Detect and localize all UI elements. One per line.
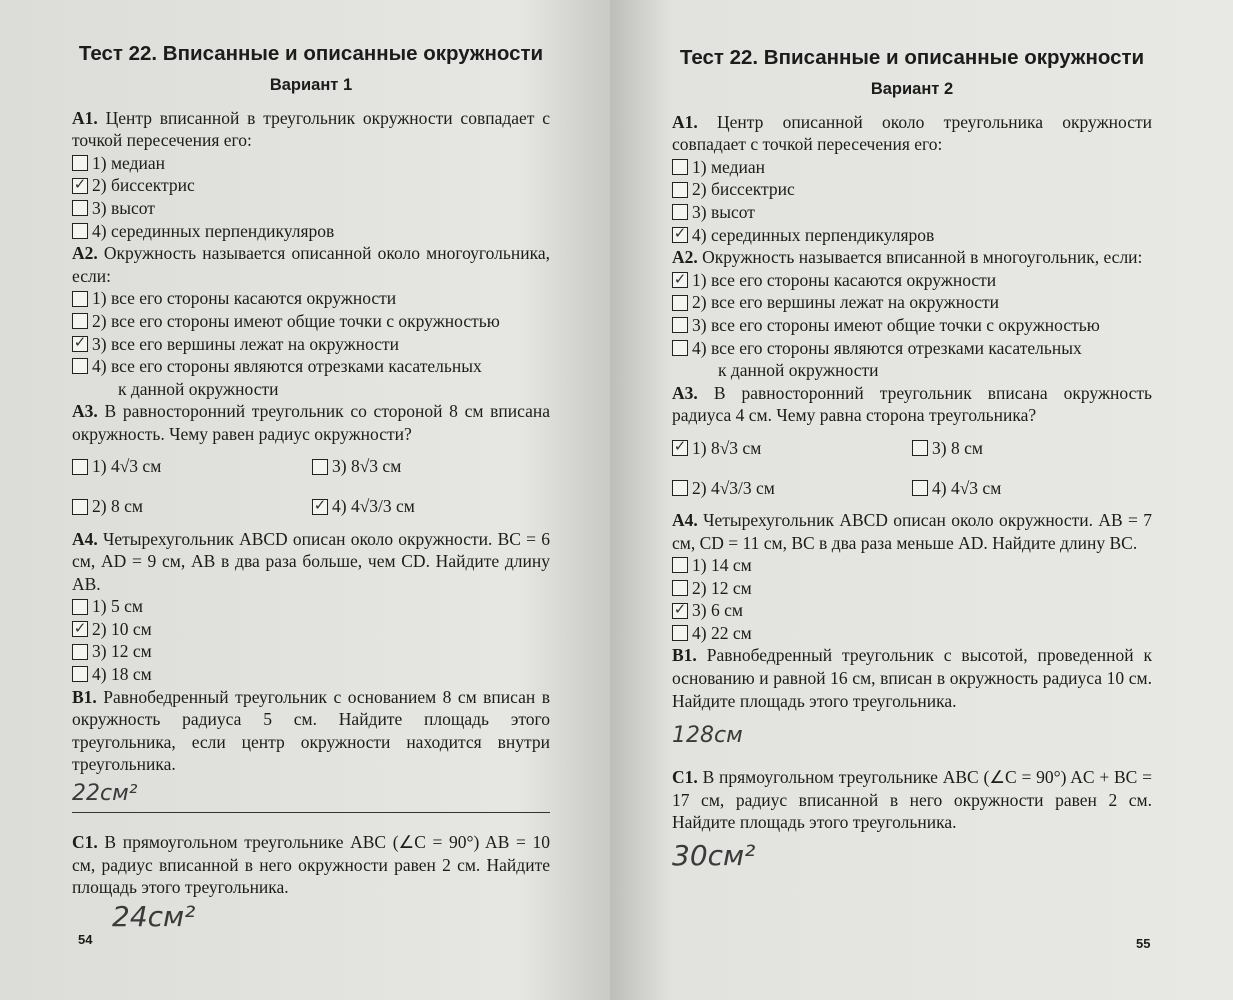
question-text: В прямоугольном треугольнике ABC (∠C = 90°) AC + BC = 17 см, радиус вписанной в него окружности равен 2 см. Найдите площадь этого треугольника. [672, 767, 1153, 833]
answer-option[interactable] [672, 224, 1152, 247]
checkbox[interactable] [672, 204, 688, 220]
answer-option[interactable] [672, 471, 912, 505]
answer-option[interactable] [672, 622, 1152, 645]
question-c1 [672, 766, 1152, 834]
question-a4 [672, 509, 1152, 645]
option-text: 3) высот [92, 197, 155, 218]
handwritten-answer: 24см² [112, 899, 196, 933]
checkbox[interactable] [672, 480, 688, 496]
answer-option[interactable] [72, 450, 312, 484]
answer-option[interactable] [672, 554, 1152, 577]
answer-option[interactable] [672, 599, 1152, 622]
question-text: Окружность называется вписанной в многоугольник, если: [702, 247, 1143, 268]
checkbox[interactable]: ✓ [313, 498, 327, 514]
question-a4 [72, 528, 550, 686]
option-text: 4) 18 см [92, 664, 152, 685]
option-text: 3) все его вершины лежат на окружности [92, 333, 400, 354]
question-label: А3. [72, 401, 98, 422]
checkbox[interactable]: ✓ [673, 271, 687, 288]
checkbox[interactable] [72, 459, 88, 475]
checkbox[interactable] [72, 200, 88, 216]
handwritten-answer: 30см² [672, 839, 756, 873]
question-a3 [72, 400, 550, 523]
question-stem [672, 509, 1152, 554]
question-b1 [672, 644, 1152, 712]
question-label: А1. [72, 107, 98, 128]
question-label: А4. [72, 528, 98, 549]
checkbox[interactable]: ✓ [673, 602, 687, 619]
checkbox[interactable] [72, 155, 88, 171]
checkbox[interactable] [672, 295, 688, 311]
question-text: В равносторонний треугольник вписана окружность радиуса 4 см. Чему равна сторона треугольника? [672, 382, 1152, 426]
question-text: В равносторонний треугольник со стороной 8 см вписана окружность. Чему равен радиус окружности? [72, 401, 551, 444]
checkbox[interactable]: ✓ [673, 439, 687, 456]
answer-option[interactable] [672, 178, 1152, 201]
checkbox[interactable] [672, 557, 688, 573]
option-text: 2) все его вершины лежат на окружности [692, 292, 1000, 313]
page-number: 55 [1136, 936, 1151, 951]
answer-option[interactable] [72, 220, 550, 243]
option-text: 4) все его стороны являются отрезками касательных [92, 356, 482, 377]
checkbox[interactable] [72, 358, 88, 374]
checkbox[interactable]: ✓ [673, 226, 687, 243]
question-label: В1. [672, 645, 697, 666]
option-text: 2) 8 см [92, 496, 143, 517]
question-text: Окружность называется описанной около многоугольника, если: [72, 243, 550, 286]
answer-option[interactable] [912, 431, 1152, 465]
question-label: С1. [672, 767, 698, 788]
checkbox[interactable] [672, 182, 688, 198]
option-text: 3) все его стороны имеют общие точки с окружностью [692, 314, 1100, 335]
page-number: 54 [78, 932, 93, 947]
option-text: 4) серединных перпендикуляров [692, 224, 935, 245]
question-stem [72, 242, 550, 287]
checkbox[interactable]: ✓ [73, 335, 87, 352]
option-text: 4) серединных перпендикуляров [92, 220, 335, 241]
question-text: Центр описанной около треугольника окружности совпадает с точкой пересечения его: [672, 111, 1152, 155]
answer-option[interactable] [72, 595, 550, 618]
question-label: А2. [72, 243, 98, 264]
question-a1 [72, 107, 550, 243]
answer-option[interactable] [72, 355, 550, 378]
option-text: 1) 14 см [692, 555, 752, 576]
option-text: 2) биссектрис [692, 179, 795, 200]
answer-option[interactable] [672, 431, 912, 465]
checkbox[interactable] [72, 313, 88, 329]
answer-option[interactable] [72, 490, 312, 524]
checkbox[interactable] [72, 644, 88, 660]
question-stem [672, 111, 1152, 156]
checkbox[interactable] [672, 317, 688, 333]
question-stem [672, 246, 1152, 269]
question-text: Равнобедренный треугольник с высотой, проведенной к основанию и равной 16 см, вписан в окружность радиуса 10 см. Найдите площадь этого треугольника. [672, 645, 1153, 711]
option-text: 1) 5 см [92, 596, 143, 617]
checkbox[interactable] [72, 499, 88, 515]
option-continuation: к данной окружности [718, 360, 879, 381]
option-text: 1) все его стороны касаются окружности [692, 269, 997, 290]
option-text: 2) 12 см [692, 577, 752, 598]
answer-option[interactable] [72, 618, 550, 641]
option-text: 3) 8√3 см [332, 456, 402, 477]
option-text: 2) 10 см [92, 618, 152, 639]
option-text: 4) 4√3/3 см [332, 496, 415, 517]
option-text: 2) все его стороны имеют общие точки с окружностью [92, 310, 500, 331]
answer-option[interactable] [672, 156, 1152, 179]
checkbox[interactable] [912, 480, 928, 496]
question-a1 [672, 111, 1152, 247]
question-stem [72, 107, 550, 152]
answer-option[interactable] [72, 152, 550, 175]
option-text: 3) 6 см [692, 600, 743, 621]
question-a2 [72, 242, 550, 400]
question-stem [672, 382, 1152, 427]
answer-option[interactable] [672, 291, 1152, 314]
question-text: Равнобедренный треугольник с основанием 8 см вписан в окружность радиуса 5 см. Найдите площадь этого треугольника, если центр окружности находится внутри треугольника. [72, 686, 550, 775]
test-title: Тест 22. Вписанные и описанные окружности [78, 42, 544, 65]
question-text: Центр вписанной в треугольник окружности совпадает с точкой пересечения его: [72, 107, 550, 151]
answer-option[interactable] [672, 201, 1152, 224]
answer-option[interactable] [72, 197, 550, 220]
option-text: 3) высот [692, 201, 755, 222]
checkbox[interactable] [72, 223, 88, 239]
option-text: 3) 8 см [932, 437, 983, 458]
option-text: 1) 8√3 см [692, 437, 762, 458]
answer-option[interactable] [72, 333, 550, 356]
checkbox[interactable] [72, 599, 88, 615]
answer-option[interactable] [72, 287, 550, 310]
answer-option[interactable] [72, 663, 550, 686]
checkbox[interactable] [912, 440, 928, 456]
options-grid [72, 450, 550, 524]
question-stem [72, 528, 550, 596]
option-text: 1) медиан [92, 152, 165, 173]
question-label: В1. [72, 686, 97, 707]
options-grid [672, 431, 1152, 505]
option-text: 1) все его стороны касаются окружности [92, 288, 397, 309]
left-page [0, 0, 610, 1000]
checkbox[interactable] [672, 159, 688, 175]
question-label: А4. [672, 509, 698, 530]
option-text: 2) 4√3/3 см [692, 477, 775, 498]
question-label: А2. [672, 247, 698, 268]
checkbox[interactable]: ✓ [73, 177, 87, 194]
answer-option[interactable] [672, 314, 1152, 337]
checkbox[interactable] [672, 625, 688, 641]
option-text: 4) все его стороны являются отрезками касательных [692, 337, 1082, 358]
question-text: Четырехугольник ABCD описан около окружности. AB = 7 см, CD = 11 см, BC в два раза меньше AD. Найдите длину BC. [672, 509, 1152, 553]
answer-option[interactable] [72, 640, 550, 663]
answer-option[interactable] [72, 174, 550, 197]
option-text: 3) 12 см [92, 641, 152, 662]
variant-title: Вариант 2 [870, 80, 954, 98]
question-label: С1. [72, 832, 98, 853]
answer-option[interactable] [672, 337, 1152, 360]
answer-option[interactable] [912, 471, 1152, 505]
option-text: 1) 4√3 см [92, 456, 162, 477]
handwritten-answer: 128см [672, 723, 743, 749]
divider [72, 812, 550, 813]
option-text: 4) 4√3 см [932, 477, 1002, 498]
question-a3 [672, 382, 1152, 505]
answer-option[interactable] [312, 490, 552, 524]
option-continuation: к данной окружности [118, 378, 279, 399]
option-text: 4) 22 см [692, 622, 752, 643]
question-text: В прямоугольном треугольнике ABC (∠C = 90°) AB = 10 см, радиус вписанной в него окружности равен 2 см. Найдите площадь этого треугольника. [72, 832, 551, 898]
question-text: Четырехугольник ABCD описан около окружности. BC = 6 см, AD = 9 см, AB в два раза больше, чем CD. Найдите длину AB. [72, 528, 550, 594]
left-page-content [72, 42, 550, 935]
question-c1 [72, 831, 550, 899]
question-stem [72, 400, 550, 445]
checkbox[interactable] [72, 666, 88, 682]
question-b1 [72, 686, 550, 776]
checkbox[interactable] [312, 459, 328, 475]
checkbox[interactable] [672, 340, 688, 356]
answer-option[interactable] [672, 269, 1152, 292]
answer-option[interactable] [312, 450, 552, 484]
right-page [610, 0, 1233, 1000]
question-label: А1. [672, 111, 698, 132]
right-page-content [672, 46, 1152, 874]
handwritten-answer: 22см² [72, 781, 138, 807]
question-label: А3. [672, 382, 698, 403]
answer-option[interactable] [672, 577, 1152, 600]
test-title: Тест 22. Вписанные и описанные окружности [679, 46, 1145, 69]
option-text: 2) биссектрис [92, 175, 195, 196]
checkbox[interactable]: ✓ [73, 620, 87, 637]
checkbox[interactable] [672, 580, 688, 596]
question-a2 [672, 246, 1152, 382]
variant-title: Вариант 1 [269, 76, 353, 94]
option-text: 1) медиан [692, 156, 765, 177]
answer-option[interactable] [72, 310, 550, 333]
checkbox[interactable] [72, 291, 88, 307]
